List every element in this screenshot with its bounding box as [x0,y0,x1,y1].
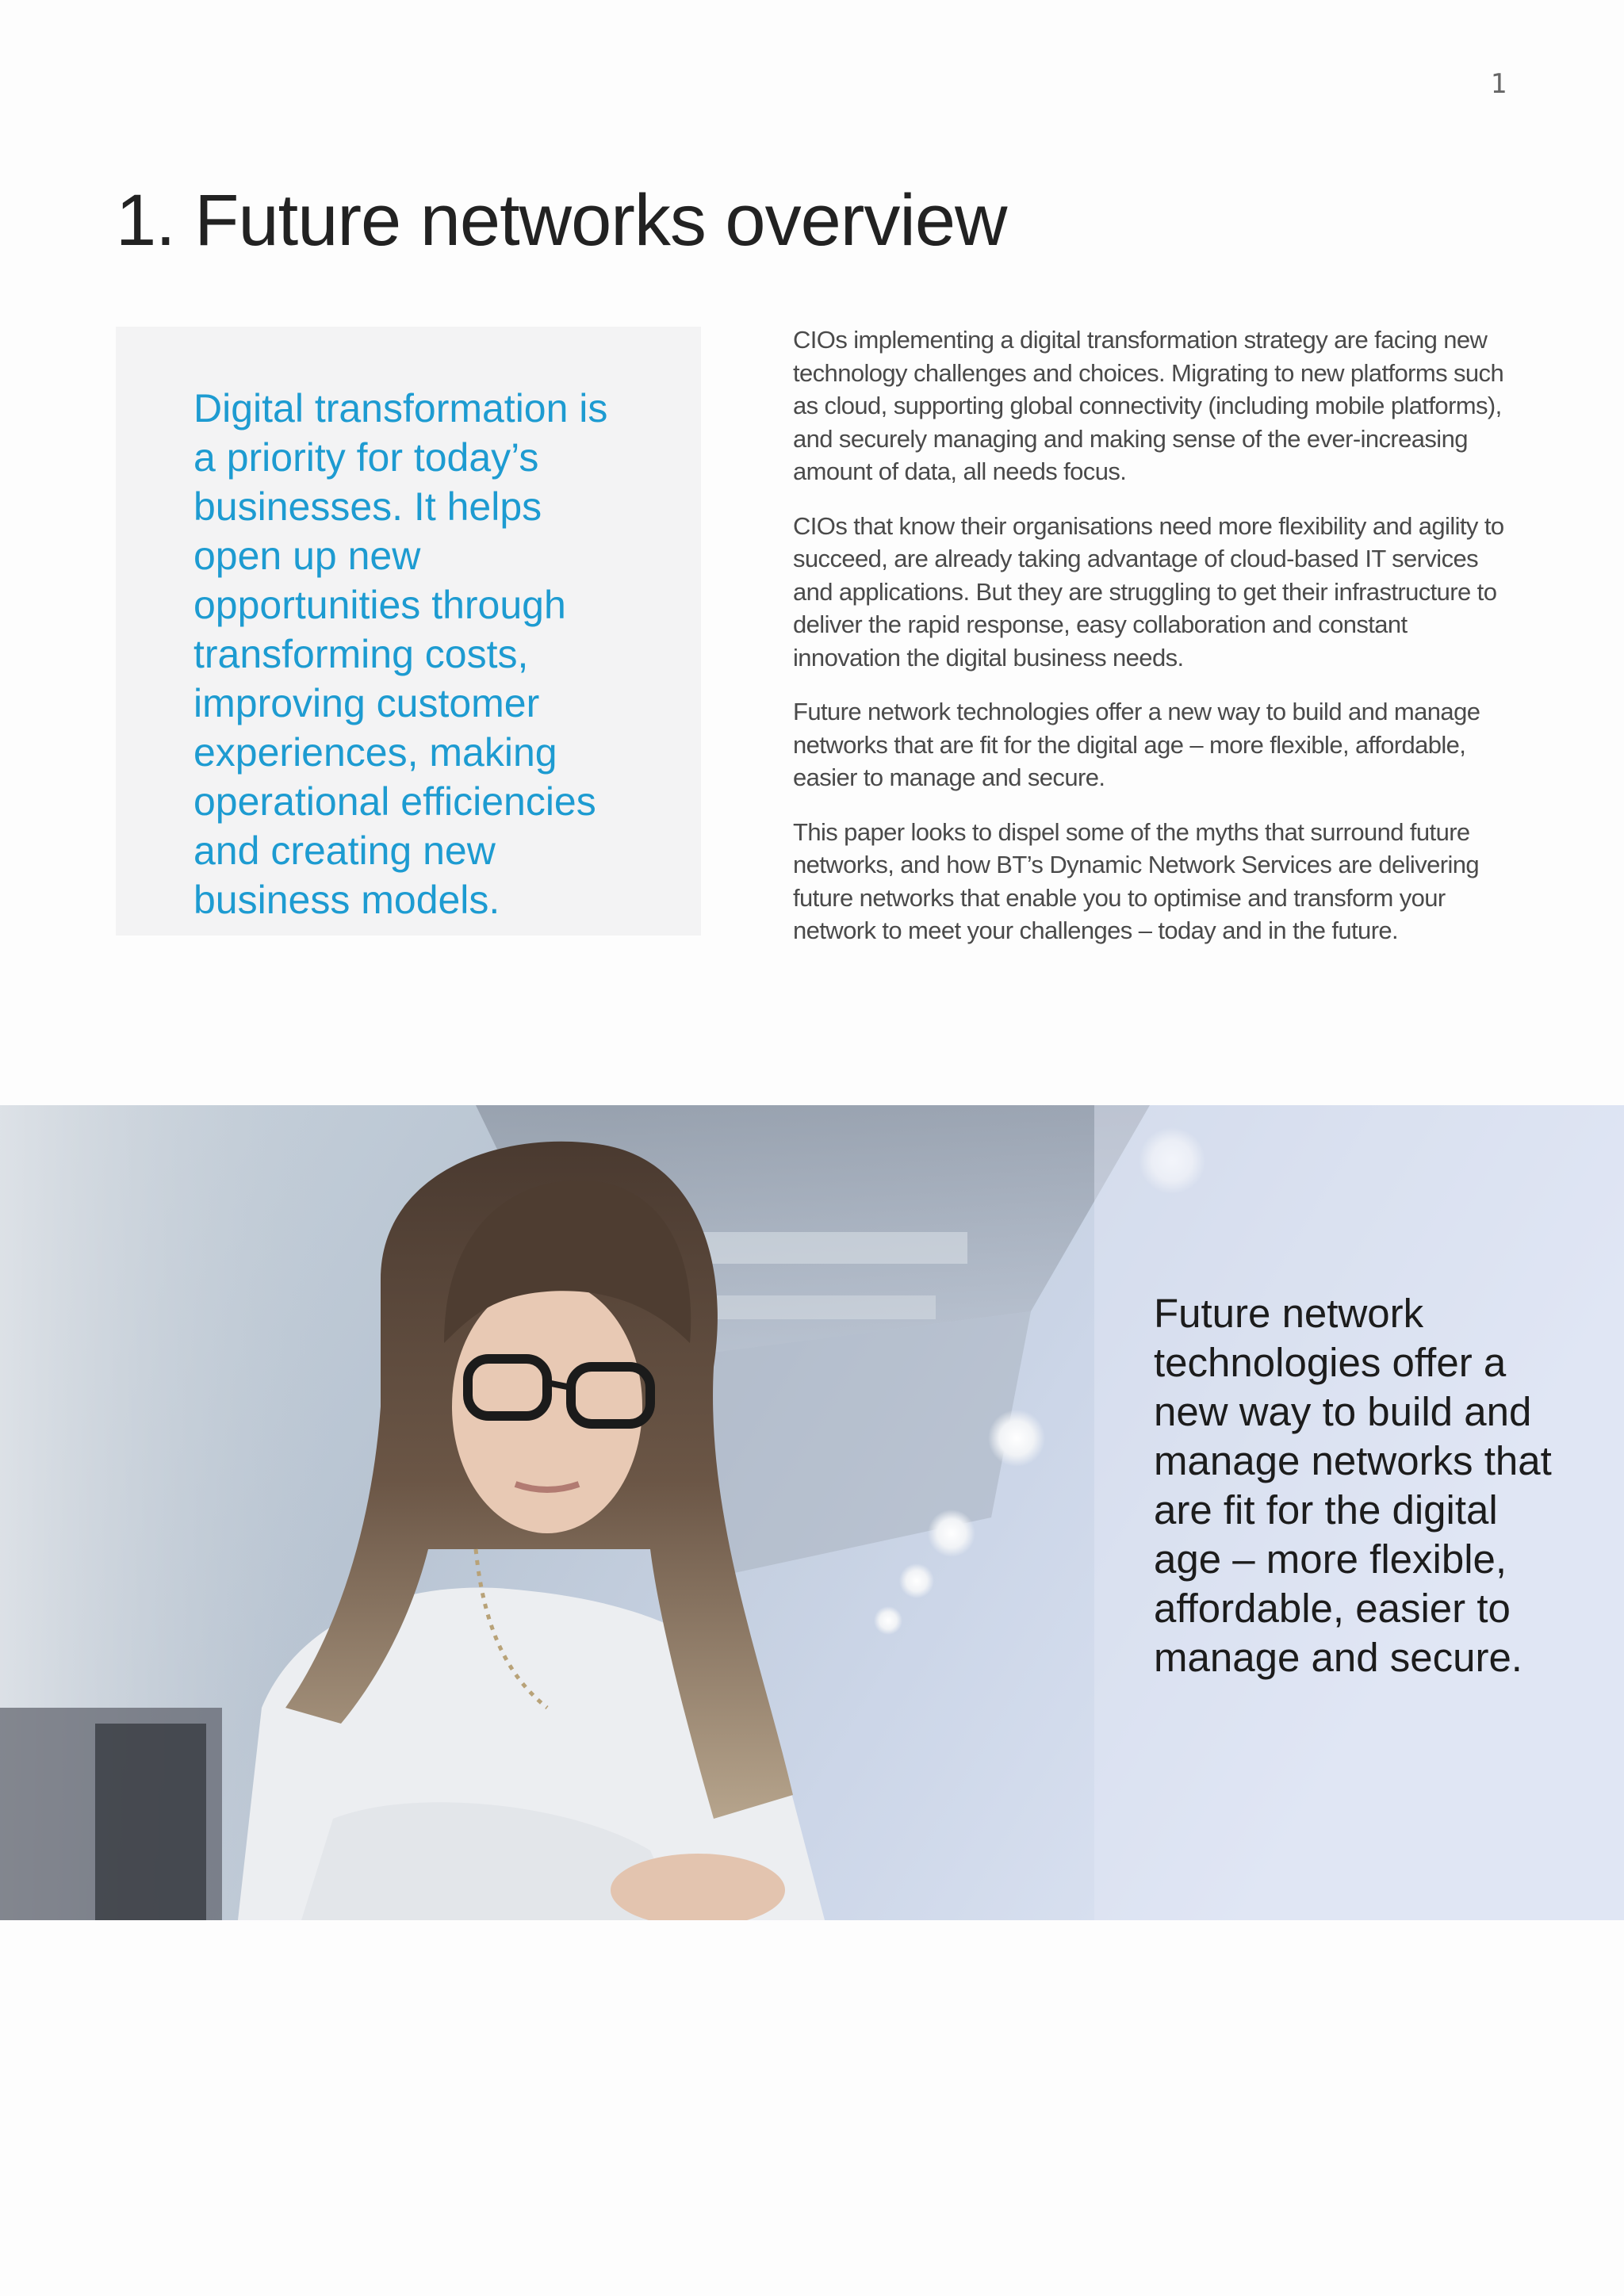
body-paragraph-4: This paper looks to dispel some of the myths that surround future networks, and how BT’s Dynamic Network Services are delivering future networks that enable you to optimise and transform your network to meet your challenges – today and in the future. [793,817,1480,944]
body-column [793,323,1515,969]
body-paragraph-1: CIOs implementing a digital transformation strategy are facing new technology challenges and choices. Migrating to new platforms such as cloud, supporting global connectivity (including mobile platforms), and securely managing and making sense of the ever-increasing amount of data, all needs focus. [793,326,1504,485]
page-title: 1. Future networks overview [116,180,1007,261]
body-paragraph-3: Future network technologies offer a new way to build and manage networks that are fit for the digital age – more flexible, affordable, easier to manage and secure. [793,698,1480,791]
pull-quote-box [116,327,701,936]
page-number: 1 [1490,68,1507,100]
pull-quote-text: Digital transformation is a priority for today’s businesses. It helps open up new opportunities through transforming costs, improving customer experiences, making operational efficiencies and creating new business models. [193,386,608,922]
image-quote-text: Future network technologies offer a new way to build and manage networks that are fit for the digital age – more flexible, affordable, easier to manage and secure. [1154,1291,1552,1680]
body-paragraph-2: CIOs that know their organisations need more flexibility and agility to succeed, are already taking advantage of cloud-based IT services and applications. But they are struggling to get their infrastructure to deliver the rapid response, easy collaboration and constant innovation the digital business needs. [793,511,1504,672]
